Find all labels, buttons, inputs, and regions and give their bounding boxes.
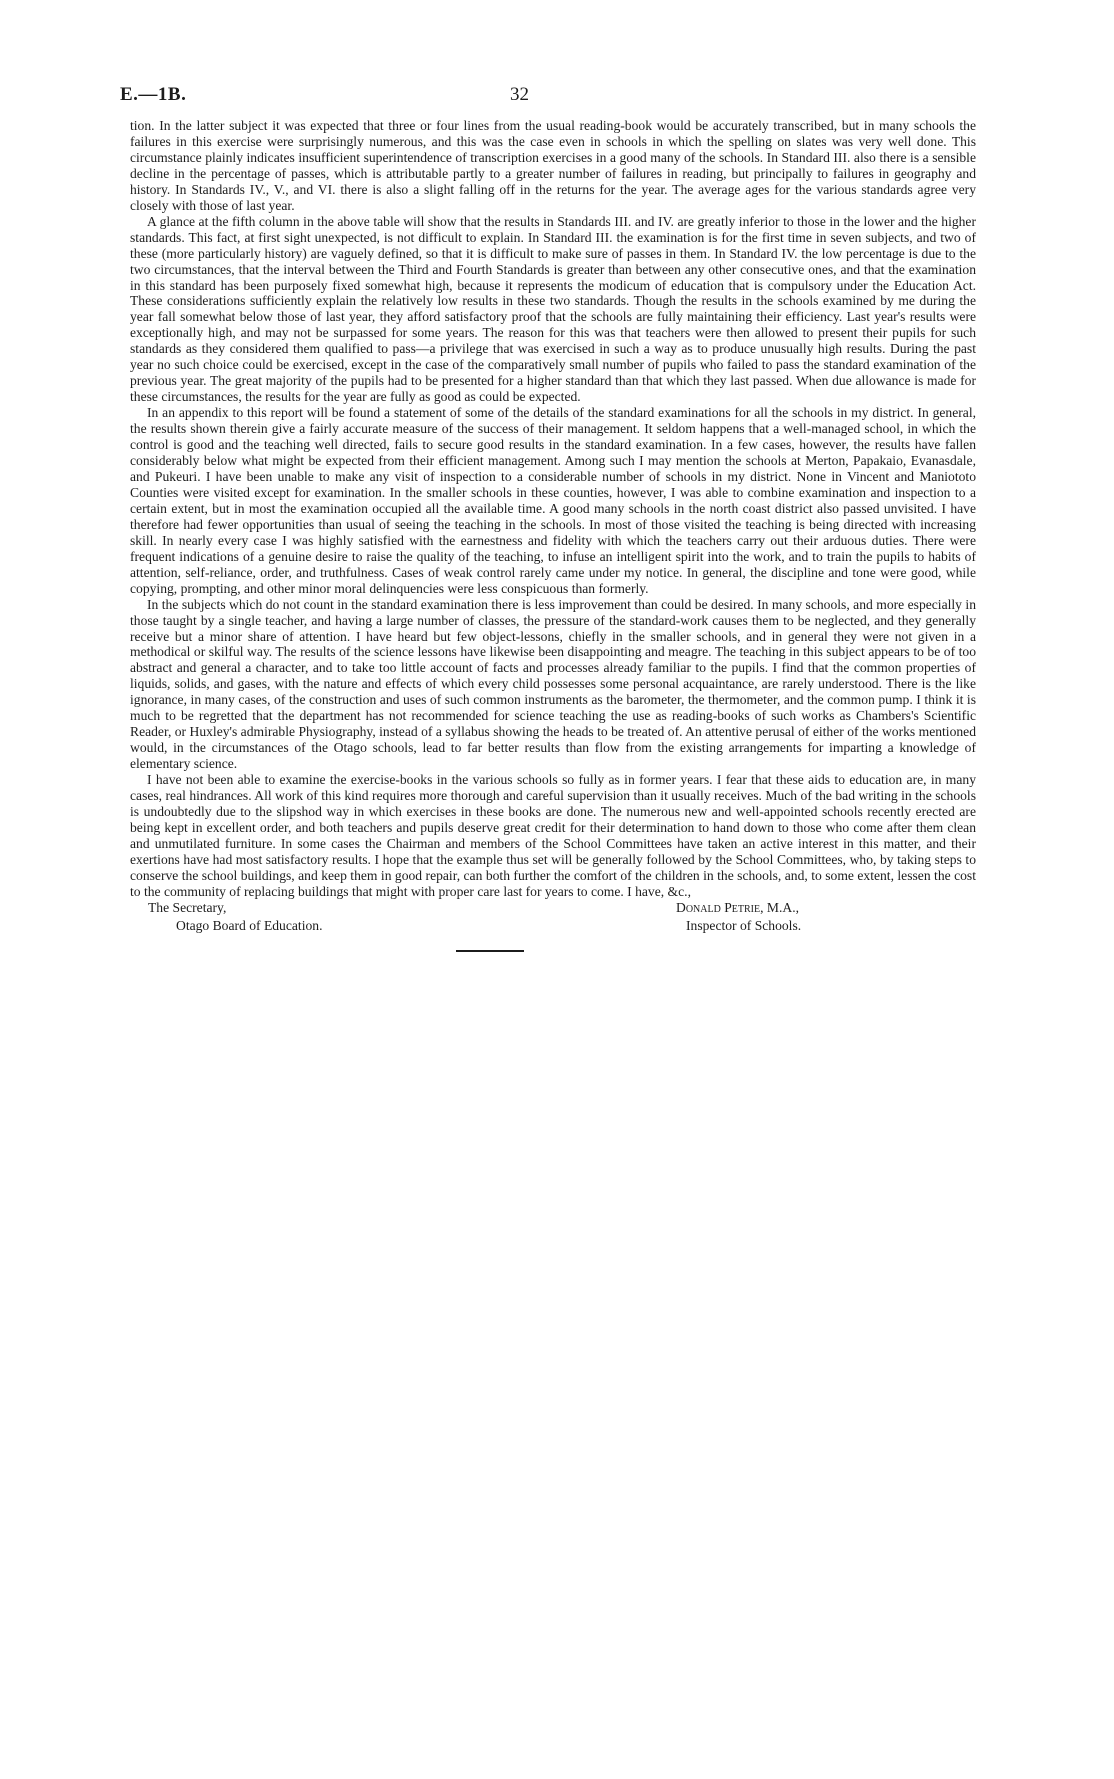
closing-rule	[456, 950, 524, 952]
author-title: Inspector of Schools.	[686, 917, 802, 933]
report-body	[130, 118, 976, 900]
addressee-organisation: Otago Board of Education.	[176, 917, 323, 933]
paragraph: tion. In the latter subject it was expected that three or four lines from the usual reading-book would be accurately transcribed, but in many schools the failures in this exercise were surprisingly numerous, and this was the case even in schools in which the spelling on slates was very well done. This circumstance plainly indicates insufficient superintendence of transcription exercises in a good many of the schools. In Standard III. also there is a sensible decline in the percentage of passes, which is attributable partly to a greater number of failures in reading, but principally to failures in geography and history. In Standards IV., V., and VI. there is also a slight falling off in the returns for the year. The average ages for the various standards agree very closely with those of last year.	[130, 118, 976, 213]
paragraph: A glance at the fifth column in the above table will show that the results in Standards III. and IV. are greatly inferior to those in the lower and the higher standards. This fact, at first sight unexpected, is not difficult to explain. In Standard III. the examination is for the first time in seven subjects, and two of these (more particularly history) are vaguely defined, so that it is difficult to make sure of passes in them. In Standard IV. the low percentage is due to the two circumstances, that the interval between the Third and Fourth Standards is greater than between any other consecutive ones, and that the examination in this standard has been purposely fixed somewhat high, because it represents the modicum of education that is compulsory under the Education Act. These considerations sufficiently explain the relatively low results in these two standards. Though the results in the schools examined by me during the year fall somewhat below those of last year, they afford satisfactory proof that the schools are fully maintaining their efficiency. Last year's results were exceptionally high, and may not be surpassed for some years. The reason for this was that teachers were then allowed to present their pupils for such standards as they considered them qualified to pass—a privilege that was exercised in such a way as to produce unusually high results. During the past year no such choice could be exercised, except in the case of the comparatively small number of pupils who failed to pass the standard examination of the previous year. The great majority of the pupils had to be presented for a higher standard than that which they last passed. When due allowance is made for these circumstances, the results for the year are fully as good as could be expected.	[130, 213, 976, 405]
paragraph: I have not been able to examine the exercise-books in the various schools so fully as in former years. I fear that these aids to education are, in many cases, real hindrances. All work of this kind requires more thorough and careful supervision than it usually receives. Much of the bad writing in the schools is undoubtedly due to the slipshod way in which exercises in these books are done. The numerous new and well-appointed schools recently erected are being kept in excellent order, and both teachers and pupils deserve great credit for their determination to hand down to those who come after them clean and unmutilated furniture. In some cases the Chairman and members of the School Committees have taken an active interest in this matter, and their exertions have had most satisfactory results. I hope that the example thus set will be generally followed by the School Committees, who, by taking steps to conserve the school buildings, and keep them in good repair, can both further the comfort of the children in the schools, and, to some extent, lessen the cost to the community of replacing buildings that might with proper care last for years to come. I have, &c.,	[130, 772, 976, 899]
paragraph: In the subjects which do not count in the standard examination there is less improvement than could be desired. In many schools, and more especially in those taught by a single teacher, and having a large number of classes, the pressure of the standard-work causes them to be neglected, and they generally receive but a minor share of attention. I have heard but few object-lessons, chiefly in the smaller schools, and in general they were not given in a methodical or skilful way. The results of the science lessons have likewise been disappointing and meagre. The teaching in this subject appears to be of too abstract and general a character, and to take too little account of facts and processes already familiar to the pupils. I find that the common properties of liquids, solids, and gases, with the nature and effects of which every child possesses some personal acquaintance, are rarely understood. There is the like ignorance, in many cases, of the construction and uses of such common instruments as the barometer, the thermometer, and the common pump. I think it is much to be regretted that the department has not recommended for science teaching the use as reading-books of such works as Chambers's Scientific Reader, or Huxley's admirable Physiography, instead of a syllabus showing the heads to be treated of. An attentive perusal of either of the works mentioned would, in the circumstances of the Otago schools, lead to far better results than flow from the existing arrangements for imparting a knowledge of elementary science.	[130, 596, 976, 772]
signature-block	[130, 900, 976, 936]
addressee-line: The Secretary,	[148, 899, 227, 915]
author-name: Donald Petrie, M.A.,	[676, 899, 799, 915]
page-header	[120, 84, 976, 118]
paragraph: In an appendix to this report will be found a statement of some of the details of the standard examinations for all the schools in my district. In general, the results shown therein give a fairly accurate measure of the success of their management. It seldom happens that a well-managed school, in which the control is good and the teaching well directed, fails to secure good results in the standard examination. In a few cases, however, the results have fallen considerably below what might be expected from their efficient management. Among such I may mention the schools at Merton, Papakaio, Evanasdale, and Pukeuri. I have been unable to make any visit of inspection to a considerable number of schools in my district. None in Vincent and Maniototo Counties were visited except for examination. In the smaller schools in these counties, however, I was able to combine examination and inspection to a certain extent, but in most the examination occupied all the available time. A good many schools in the north coast district also passed unvisited. I have therefore had fewer opportunities than usual of seeing the teaching in the schools. In most of those visited the teaching is being directed with increasing skill. In nearly every case I was highly satisfied with the earnestness and fidelity with which the teachers carry out their arduous duties. There were frequent indications of a genuine desire to raise the quality of the teaching, to infuse an intelligent spirit into the work, and to train the pupils to habits of attention, self-reliance, order, and truthfulness. Cases of weak control rarely came under my notice. In general, the discipline and tone were good, while copying, prompting, and other minor moral delinquencies were less conspicuous than formerly.	[130, 405, 976, 596]
document-page	[120, 84, 976, 936]
document-reference: E.—1B.	[120, 84, 187, 105]
page-number: 32	[510, 84, 529, 105]
